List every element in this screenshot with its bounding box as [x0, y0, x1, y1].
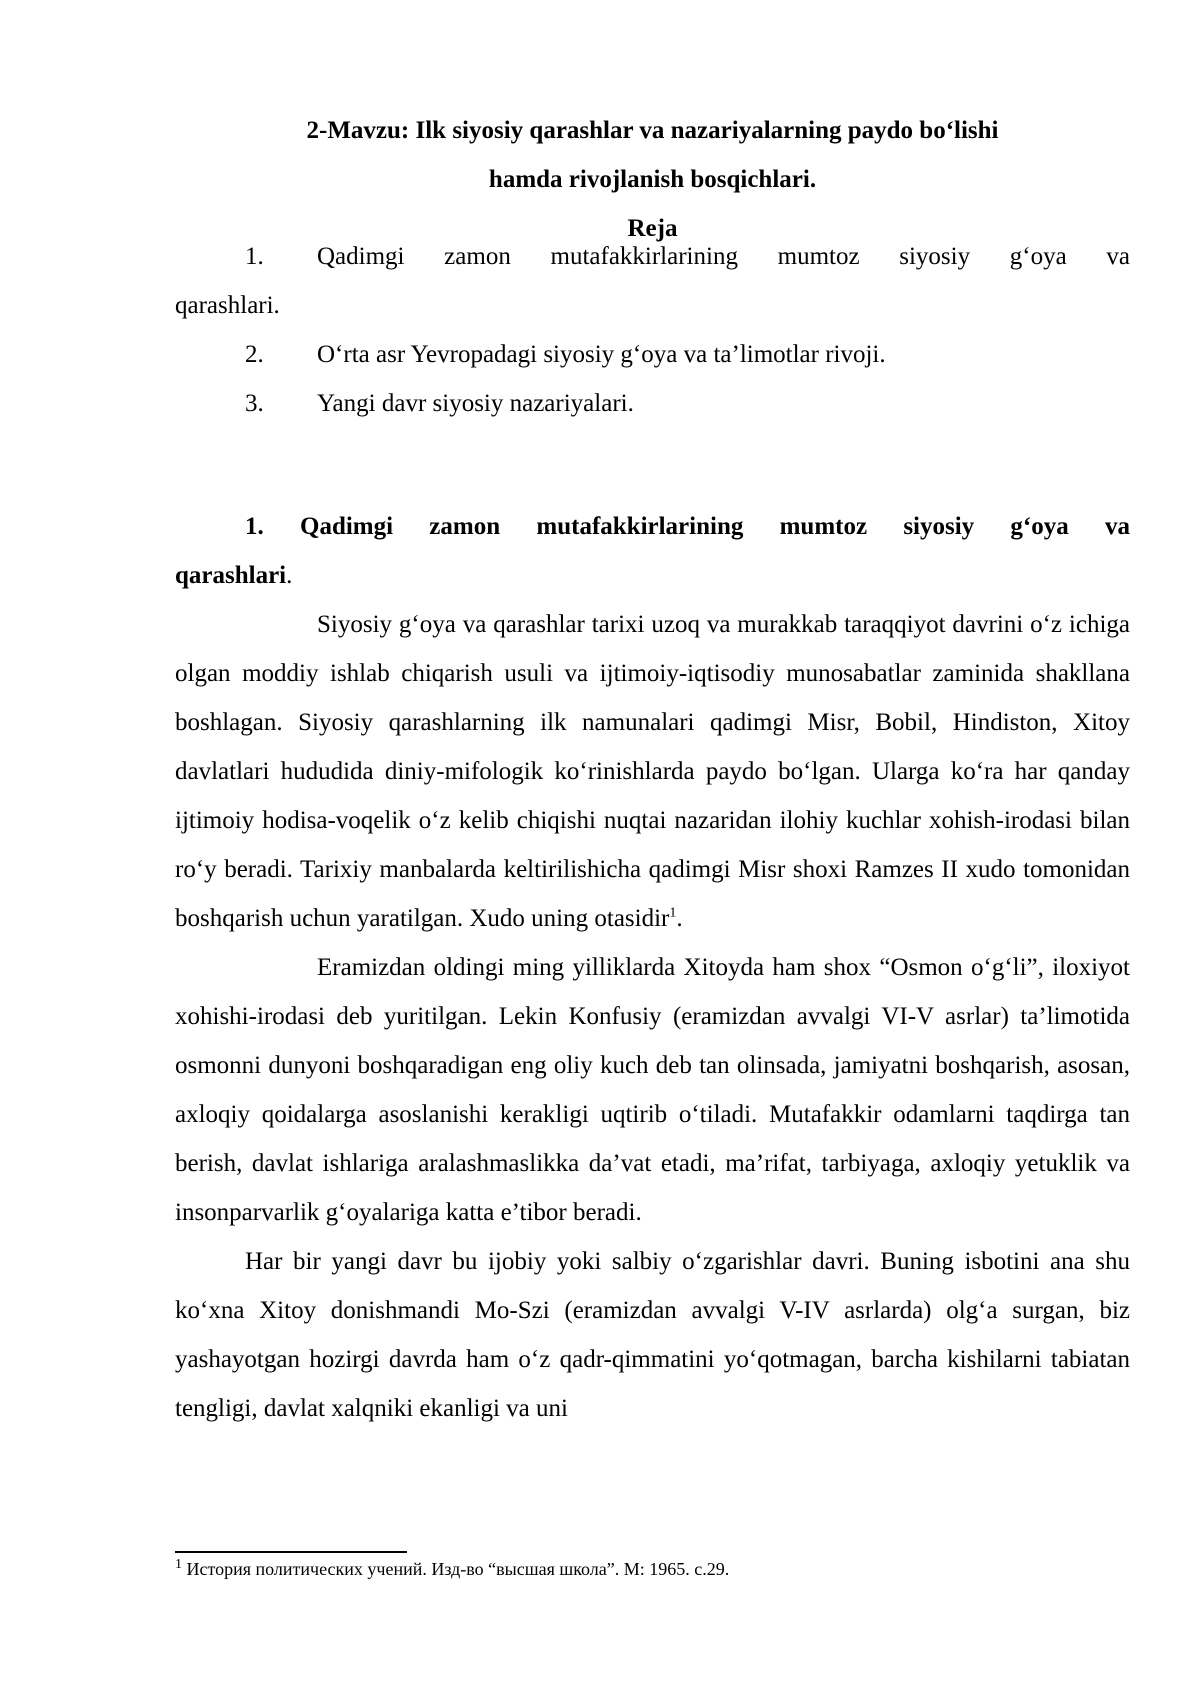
plan-item-text: Qadimgi zamon mutafakkirlarining mumtoz siyosiy g‘oya va: [317, 243, 1130, 270]
paragraph-1: [175, 600, 1130, 943]
plan-heading: Reja: [627, 215, 678, 242]
footnote-text: История политических учений. Изд-во “высшая школа”. М: 1965. с.29.: [182, 1559, 730, 1579]
paragraph-3: Har bir yangi davr bu ijobiy yoki salbiy o‘zgarishlar davri. Buning isbotini ana shu ko‘xna Xitoy donishmandi Mo-Szi (eramizdan avvalgi V-IV asrlarda) olg‘a surgan, biz yashayotgan hozirgi davrda ham o‘z qadr-qimmatini yo‘qotmagan, barcha kishilarni tabiatan tengligi, davlat xalqniki ekanligi va uni: [175, 1248, 1130, 1422]
plan-item-1-continuation: qarashlari.: [175, 292, 280, 319]
footnote: [175, 1556, 729, 1582]
section-heading: [175, 502, 1130, 600]
plan-item-2: [175, 330, 1130, 379]
section-heading-period: .: [286, 562, 293, 589]
footnote-marker: 1: [175, 1557, 182, 1572]
page-title-line-1: 2-Mavzu: Ilk siyosiy qarashlar va nazariyalarning paydo bo‘lishi: [306, 117, 999, 144]
paragraph-2: Eramizdan oldingi ming yilliklarda Xitoyda ham shox “Osmon o‘g‘li”, iloxiyot xohishi-irodasi deb yuritilgan. Lekin Konfusiy (eramizdan avvalgi VI-V asrlar) ta’limotida osmonni dunyoni boshqaradigan eng oliy kuch deb tan olinsada, jamiyatni boshqarish, asosan, axloqiy qoidalarga asoslanishi kerakligi uqtirib o‘tiladi. Mutafakkir odamlarni taqdirga tan berish, davlat ishlariga aralashmaslikka da’vat etadi, ma’rifat, tarbiyaga, axloqiy yetuklik va insonparvarlik g‘oyalariga katta e’tibor beradi.: [175, 954, 1130, 1226]
footnote-reference[interactable]: 1: [669, 905, 677, 921]
plan-item-text: Yangi davr siyosiy nazariyalari.: [317, 390, 634, 417]
page-title-line-2: hamda rivojlanish bosqichlari.: [488, 166, 817, 193]
plan-item-number: 3.: [245, 390, 264, 417]
plan-list: [175, 232, 1130, 428]
plan-item-number: 1.: [245, 243, 264, 270]
plan-item-3: [175, 379, 1130, 428]
footnote-separator: [175, 1551, 407, 1553]
paragraph-1-text: Siyosiy g‘oya va qarashlar tarixi uzoq va murakkab taraqqiyot davrini o‘z ichiga olgan moddiy ishlab chiqarish usuli va ijtimoiy-iqtisodiy munosabatlar zaminida shakllana boshlagan. Siyosiy qarashlarning ilk namunalari qadimgi Misr, Bobil, Hindiston, Xitoy davlatlari hududida diniy-mifologik ko‘rinishlarda paydo bo‘lgan. Ularga ko‘ra har qanday ijtimoiy hodisa-voqelik o‘z kelib chiqishi nuqtai nazaridan ilohiy kuchlar xohish-irodasi bilan ro‘y beradi. Tarixiy manbalarda keltirilishicha qadimgi Misr shoxi Ramzes II xudo tomonidan boshqarish uchun yaratilgan. Xudo uning otasidir: [175, 611, 1130, 932]
paragraph-1-tail: .: [676, 905, 683, 932]
body-text: [175, 600, 1130, 1433]
plan-item-text: O‘rta asr Yevropadagi siyosiy g‘oya va ta’limotlar rivoji.: [317, 341, 886, 368]
plan-item-1: [175, 232, 1130, 281]
plan-item-number: 2.: [245, 341, 264, 368]
section-heading-line-1: 1. Qadimgi zamon mutafakkirlarining mumtoz siyosiy g‘oya va: [245, 513, 1130, 540]
section-heading-line-2: qarashlari: [175, 562, 287, 589]
